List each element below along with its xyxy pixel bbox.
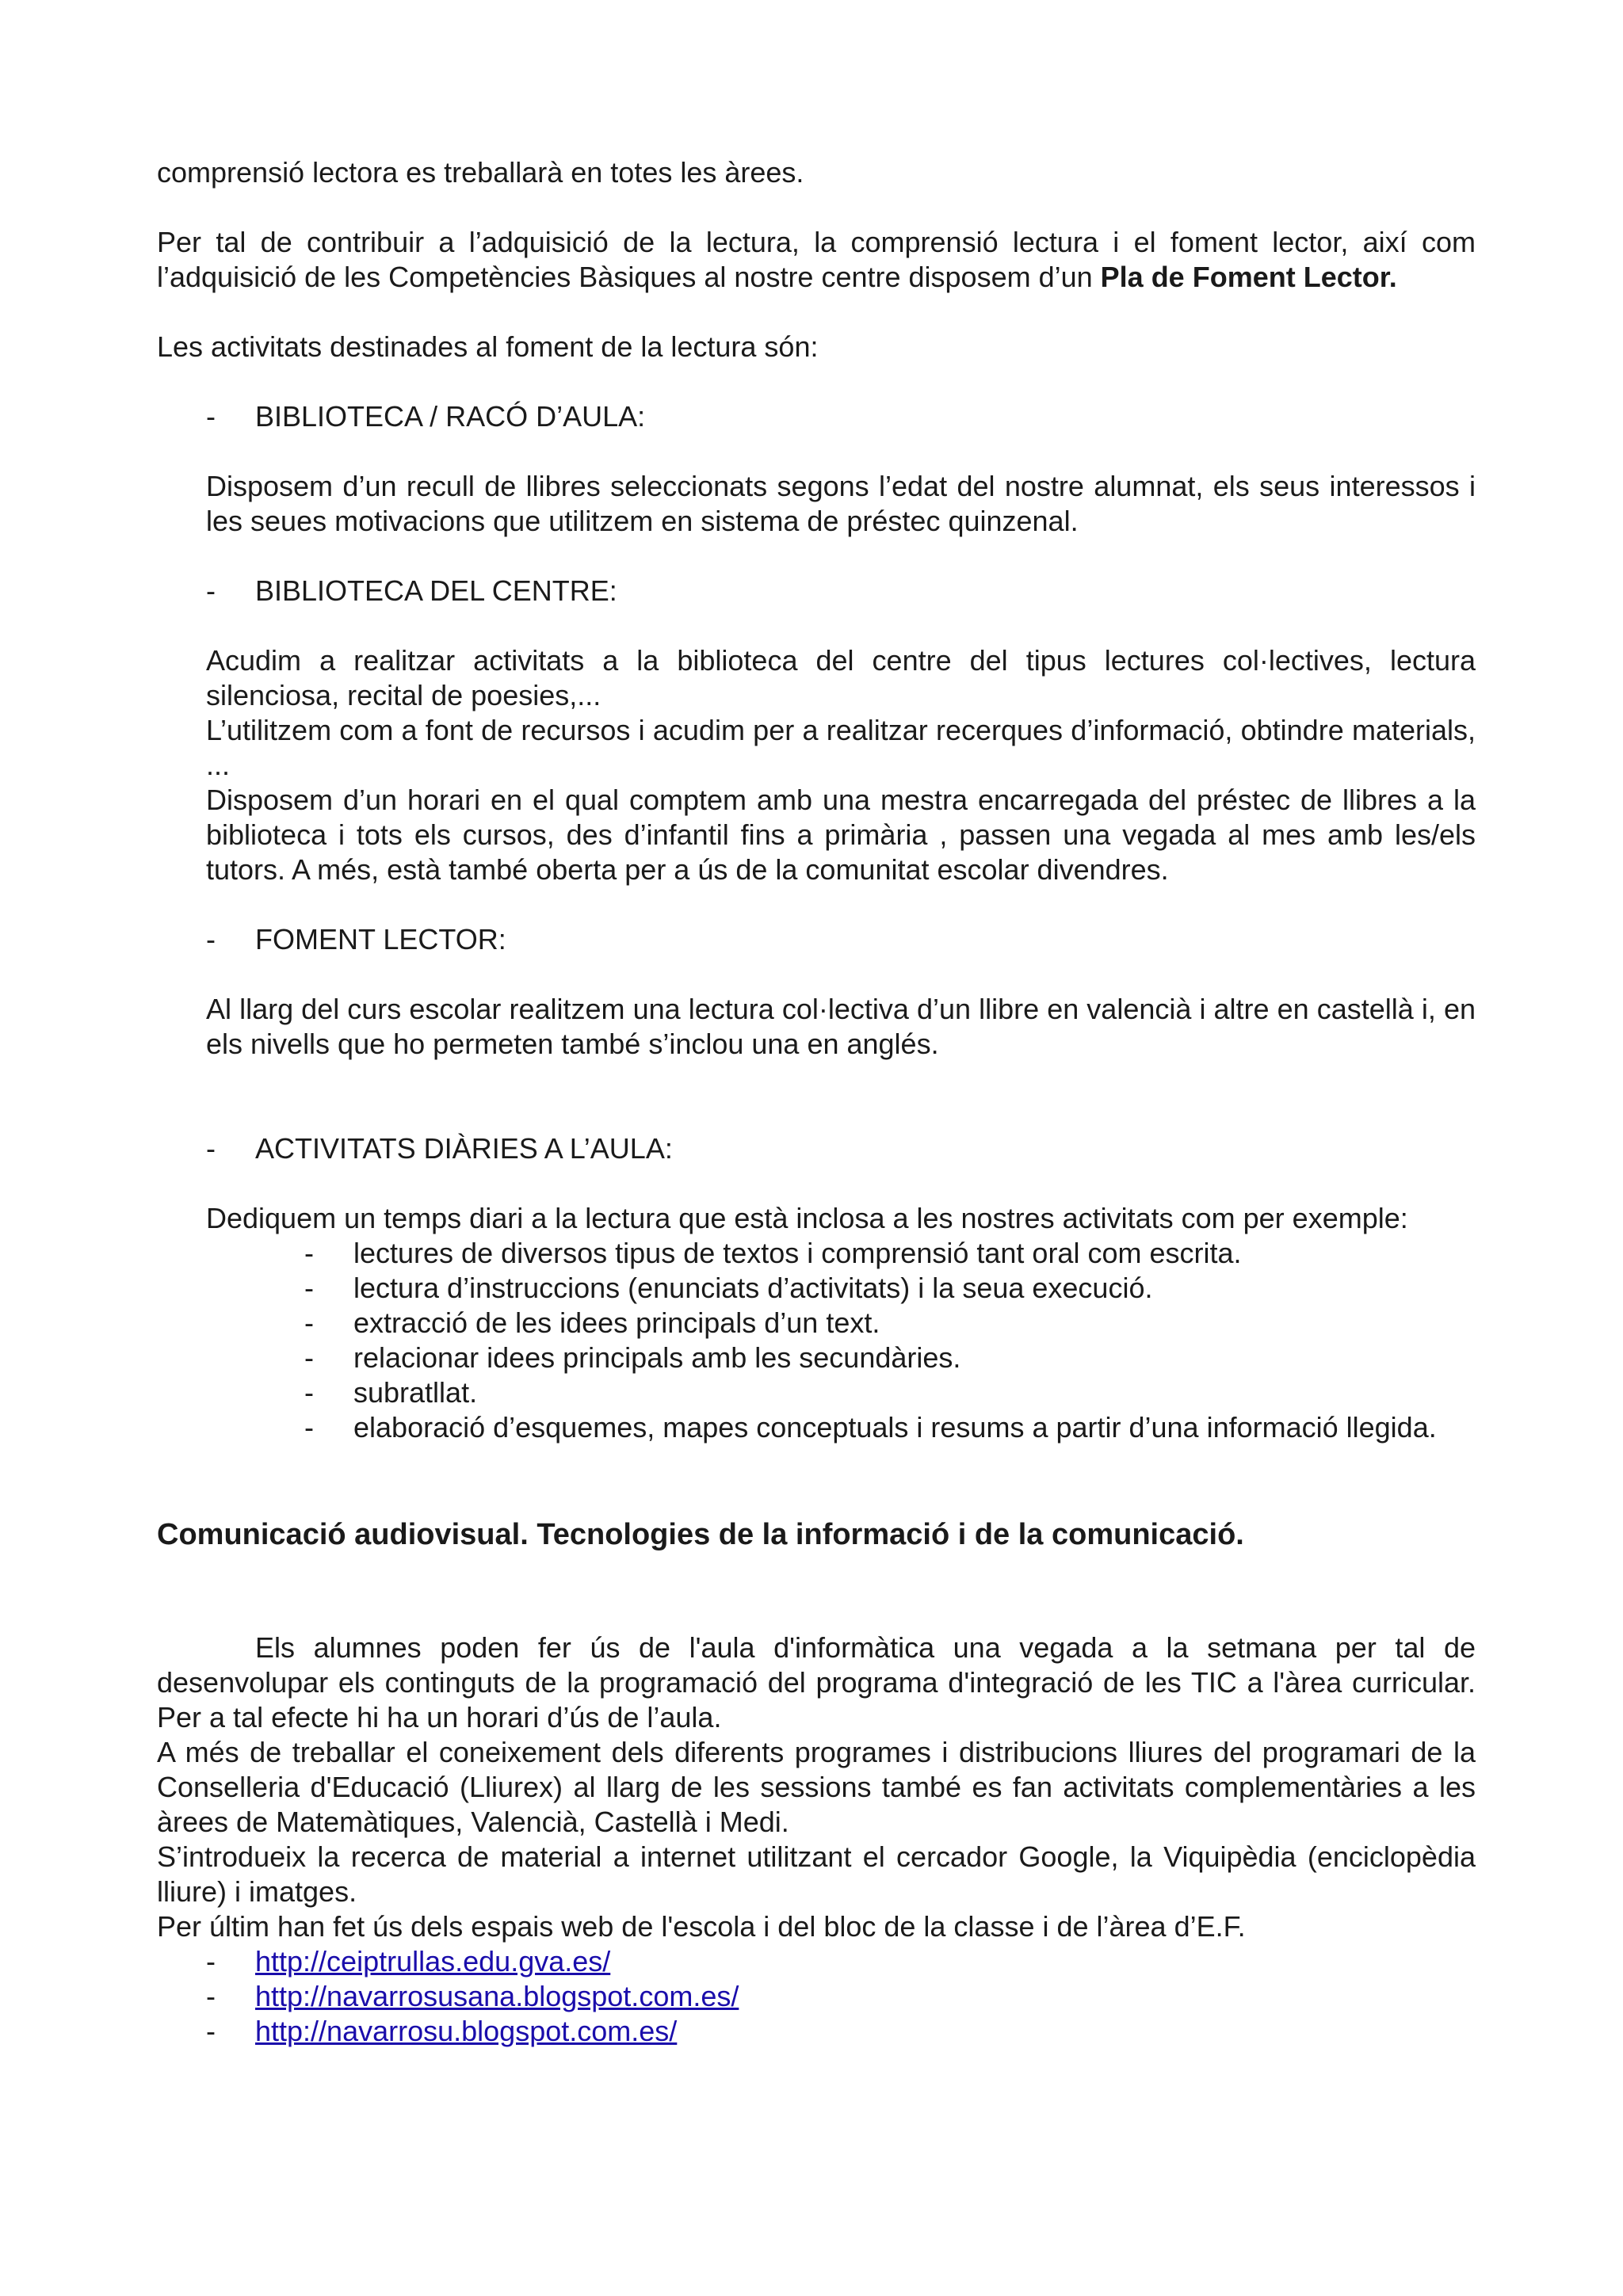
- paragraph: comprensió lectora es treballarà en totes les àrees.: [157, 156, 804, 189]
- section-paragraph: L’utilitzem com a font de recursos i acudim per a realitzar recerques d’informació, obtindre materials, ...: [206, 714, 1476, 781]
- list-item-text: subratllat.: [353, 1376, 478, 1409]
- tic-paragraph: Els alumnes poden fer ús de l'aula d'informàtica una vegada a la setmana per tal de desenvolupar els continguts de la programació del programa d'integració de les TIC a l'àrea curricular. Per a tal efecte hi ha un horari d’ús de l’aula.: [157, 1631, 1476, 1733]
- dash-bullet: -: [206, 923, 216, 955]
- dash-bullet: -: [304, 1272, 314, 1304]
- list-item: [157, 1341, 1476, 1375]
- tic-paragraph: A més de treballar el coneixement dels diferents programes i distribucions lliures del programari de la Conselleria d'Educació (Lliurex) al llarg de les sessions també es fan activitats complementàries a les àrees de Matemàtiques, Valencià, Castellà i Medi.: [157, 1736, 1476, 1838]
- link-navarrosusana[interactable]: http://navarrosusana.blogspot.com.es/: [255, 1980, 739, 2012]
- section-paragraph: Disposem d’un horari en el qual comptem amb una mestra encarregada del préstec de llibres a la biblioteca i tots els cursos, des d’infantil fins a primària , passen una vegada al mes amb les/els tutors. A més, està també oberta per a ús de la comunitat escolar divendres.: [206, 784, 1476, 886]
- section-heading: Comunicació audiovisual. Tecnologies de la informació i de la comunicació.: [157, 1518, 1244, 1551]
- section-title: FOMENT LECTOR:: [255, 923, 506, 955]
- list-item-text: lectura d’instruccions (enunciats d’activitats) i la seua execució.: [353, 1272, 1153, 1304]
- section-title-biblioteca-aula: [157, 399, 1476, 434]
- dash-bullet: -: [304, 1376, 314, 1409]
- dash-bullet: -: [304, 1306, 314, 1339]
- dash-bullet: -: [206, 1945, 216, 1978]
- tic-paragraph: S’introdueix la recerca de material a internet utilitzant el cercador Google, la Viquipèdia (enciclopèdia lliure) i imatges.: [157, 1840, 1476, 1908]
- list-item-text: relacionar idees principals amb les secundàries.: [353, 1341, 961, 1374]
- link-item: [157, 1979, 1476, 2014]
- link-item: [157, 2014, 1476, 2049]
- section-title: BIBLIOTECA / RACÓ D’AULA:: [255, 400, 646, 433]
- list-item: [157, 1410, 1476, 1445]
- section-paragraph: Acudim a realitzar activitats a la biblioteca del centre del tipus lectures col·lectives, lectura silenciosa, recital de poesies,...: [206, 644, 1476, 711]
- dash-bullet: -: [304, 1237, 314, 1269]
- list-item-text: extracció de les idees principals d’un text.: [353, 1306, 880, 1339]
- paragraph-text: Per tal de contribuir a l’adquisició de la lectura, la comprensió lectura i el foment lector, així com l’adquisició de les Competències Bàsiques al nostre centre disposem d’un: [157, 226, 1476, 293]
- document-content: [157, 155, 1476, 2049]
- link-item: [157, 1944, 1476, 1979]
- section-title: ACTIVITATS DIÀRIES A L’AULA:: [255, 1132, 673, 1165]
- dash-bullet: -: [206, 1980, 216, 2012]
- dash-bullet: -: [206, 2015, 216, 2047]
- paragraph-intro: Les activitats destinades al foment de la lectura són:: [157, 330, 819, 363]
- bold-term: Pla de Foment Lector.: [1100, 261, 1397, 293]
- dash-bullet: -: [304, 1411, 314, 1444]
- section-title: BIBLIOTECA DEL CENTRE:: [255, 574, 617, 607]
- section-paragraph: Disposem d’un recull de llibres seleccionats segons l’edat del nostre alumnat, els seus interessos i les seues motivacions que utilitzem en sistema de préstec quinzenal.: [206, 470, 1476, 537]
- section-title-biblioteca-centre: [157, 574, 1476, 608]
- list-item-text: elaboració d’esquemes, mapes conceptuals i resums a partir d’una informació llegida.: [353, 1411, 1437, 1444]
- paragraph-pla-foment: [157, 225, 1476, 295]
- list-item-text: lectures de diversos tipus de textos i comprensió tant oral com escrita.: [353, 1237, 1242, 1269]
- link-ceiptrullas[interactable]: http://ceiptrullas.edu.gva.es/: [255, 1945, 611, 1978]
- section-paragraph: Al llarg del curs escolar realitzem una lectura col·lectiva d’un llibre en valencià i altre en castellà i, en els nivells que ho permeten també s’inclou una en anglés.: [206, 993, 1476, 1060]
- section-title-activitats-diaries: [157, 1131, 1476, 1166]
- list-item: [157, 1375, 1476, 1410]
- section-intro: Dediquem un temps diari a la lectura que està inclosa a les nostres activitats com per exemple:: [206, 1202, 1408, 1234]
- tic-paragraph: Per últim han fet ús dels espais web de l'escola i del bloc de la classe i de l’àrea d’E.F.: [157, 1910, 1246, 1943]
- dash-bullet: -: [206, 400, 216, 433]
- dash-bullet: -: [304, 1341, 314, 1374]
- list-item: [157, 1306, 1476, 1341]
- dash-bullet: -: [206, 1132, 216, 1165]
- list-item: [157, 1271, 1476, 1306]
- dash-bullet: -: [206, 574, 216, 607]
- link-navarrosu[interactable]: http://navarrosu.blogspot.com.es/: [255, 2015, 678, 2047]
- list-item: [157, 1236, 1476, 1271]
- section-title-foment-lector: [157, 922, 1476, 957]
